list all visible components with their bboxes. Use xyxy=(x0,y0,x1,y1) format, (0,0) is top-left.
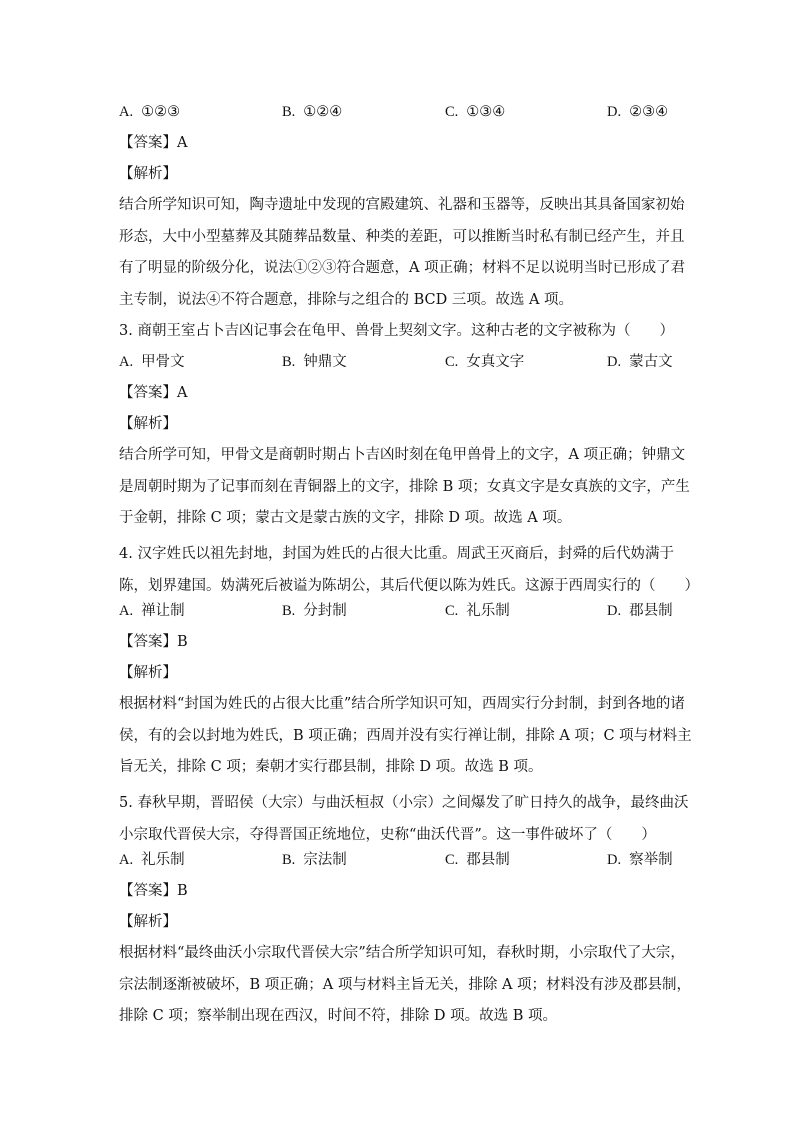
stem-line: 5. 春秋早期，晋昭侯（大宗）与曲沃桓叔（小宗）之间爆发了旷日持久的战争，最终曲沃 xyxy=(119,795,689,811)
analysis-line: 宗法制逐渐被破坏，B 项正确；A 项与材料主旨无关，排除 A 项；材料没有涉及郡县制， xyxy=(119,976,692,993)
q4-option-b: B. 分封制 xyxy=(282,603,347,619)
q3-analysis-label: 【解析】 xyxy=(119,416,177,432)
q5-option-d: D. 察举制 xyxy=(607,852,673,868)
q3-stem: 3. 商朝王室占卜吉凶记事会在龟甲、兽骨上契刻文字。这种古老的文字被称为（ ） xyxy=(119,323,674,339)
q2-analysis xyxy=(119,190,686,316)
analysis-line: 形态，大中小型墓葬及其随葬品数量、种类的差距，可以推断当时私有制已经产生，并且 xyxy=(119,228,685,245)
q5-option-c: C. 郡县制 xyxy=(445,852,510,868)
q2-answer: 【答案】A xyxy=(119,135,188,151)
stem-line: 4. 汉字姓氏以祖先封地，封国为姓氏的占很大比重。周武王灭商后，封舜的后代妫满于 xyxy=(119,546,674,562)
q3-option-c: C. 女真文字 xyxy=(445,354,525,370)
q5-option-b: B. 宗法制 xyxy=(282,852,347,868)
analysis-line: 根据材料“封国为姓氏的占很大比重”结合所学知识可知，西周实行分封制，封到各地的诸 xyxy=(119,696,685,712)
q5-option-a: A. 礼乐制 xyxy=(119,852,185,868)
q5-answer: 【答案】B xyxy=(119,883,188,899)
q4-analysis-label: 【解析】 xyxy=(119,665,177,681)
q5-analysis xyxy=(119,938,692,1033)
q5-stem xyxy=(119,788,689,851)
q2-option-b: B. ①②④ xyxy=(282,104,343,120)
stem-line: 小宗取代晋侯大宗，夺得晋国正统地位，史称“曲沃代晋”。这一事件破坏了（ ） xyxy=(119,826,656,843)
q4-option-d: D. 郡县制 xyxy=(607,603,673,619)
q4-stem xyxy=(119,539,699,602)
analysis-line: 结合所学知识可知，陶寺遗址中发现的宫殿建筑、礼器和玉器等，反映出其具备国家初始 xyxy=(119,197,685,213)
q3-option-b: B. 钟鼎文 xyxy=(282,354,347,370)
q4-answer: 【答案】B xyxy=(119,634,188,650)
q5-analysis-label: 【解析】 xyxy=(119,914,177,930)
analysis-line: 旨无关，排除 C 项；秦朝才实行郡县制，排除 D 项。故选 B 项。 xyxy=(119,759,543,775)
analysis-line: 于金朝，排除 C 项；蒙古文是蒙古族的文字，排除 D 项。故选 A 项。 xyxy=(119,510,572,526)
q2-option-a: A. ①②③ xyxy=(119,104,181,120)
q2-option-c: C. ①③④ xyxy=(445,104,506,120)
q3-option-d: D. 蒙古文 xyxy=(607,354,673,370)
analysis-line: 结合所学可知，甲骨文是商朝时期占卜吉凶时刻在龟甲兽骨上的文字，A 项正确；钟鼎文 xyxy=(119,447,686,463)
analysis-line: 侯，有的会以封地为姓氏，B 项正确；西周并没有实行禅让制，排除 A 项；C 项与材料主 xyxy=(119,727,692,744)
q3-answer: 【答案】A xyxy=(119,385,188,401)
stem-line: 陈，划界建国。妫满死后被谥为陈胡公，其后代便以陈为姓氏。这源于西周实行的（ ） xyxy=(119,577,699,594)
analysis-line: 排除 C 项；察举制出现在西汉，时间不符，排除 D 项。故选 B 项。 xyxy=(119,1008,558,1024)
analysis-line: 主专制，说法④不符合题意，排除与之组合的 BCD 三项。故选 A 项。 xyxy=(119,291,574,308)
q4-option-c: C. 礼乐制 xyxy=(445,603,510,619)
q3-option-a: A. 甲骨文 xyxy=(119,354,185,370)
analysis-line: 有了明显的阶级分化，说法①②③符合题意，A 项正确；材料不足以说明当时已形成了君 xyxy=(119,260,686,276)
analysis-line: 根据材料“最终曲沃小宗取代晋侯大宗”结合所学知识可知，春秋时期，小宗取代了大宗， xyxy=(119,945,685,961)
analysis-line: 是周朝时期为了记事而刻在青铜器上的文字，排除 B 项；女真文字是女真族的文字，产生 xyxy=(119,478,690,495)
q4-analysis xyxy=(119,689,692,784)
q3-analysis xyxy=(119,440,690,535)
q4-option-a: A. 禅让制 xyxy=(119,603,185,619)
q2-analysis-label: 【解析】 xyxy=(119,166,177,182)
q2-option-d: D. ②③④ xyxy=(607,104,669,120)
